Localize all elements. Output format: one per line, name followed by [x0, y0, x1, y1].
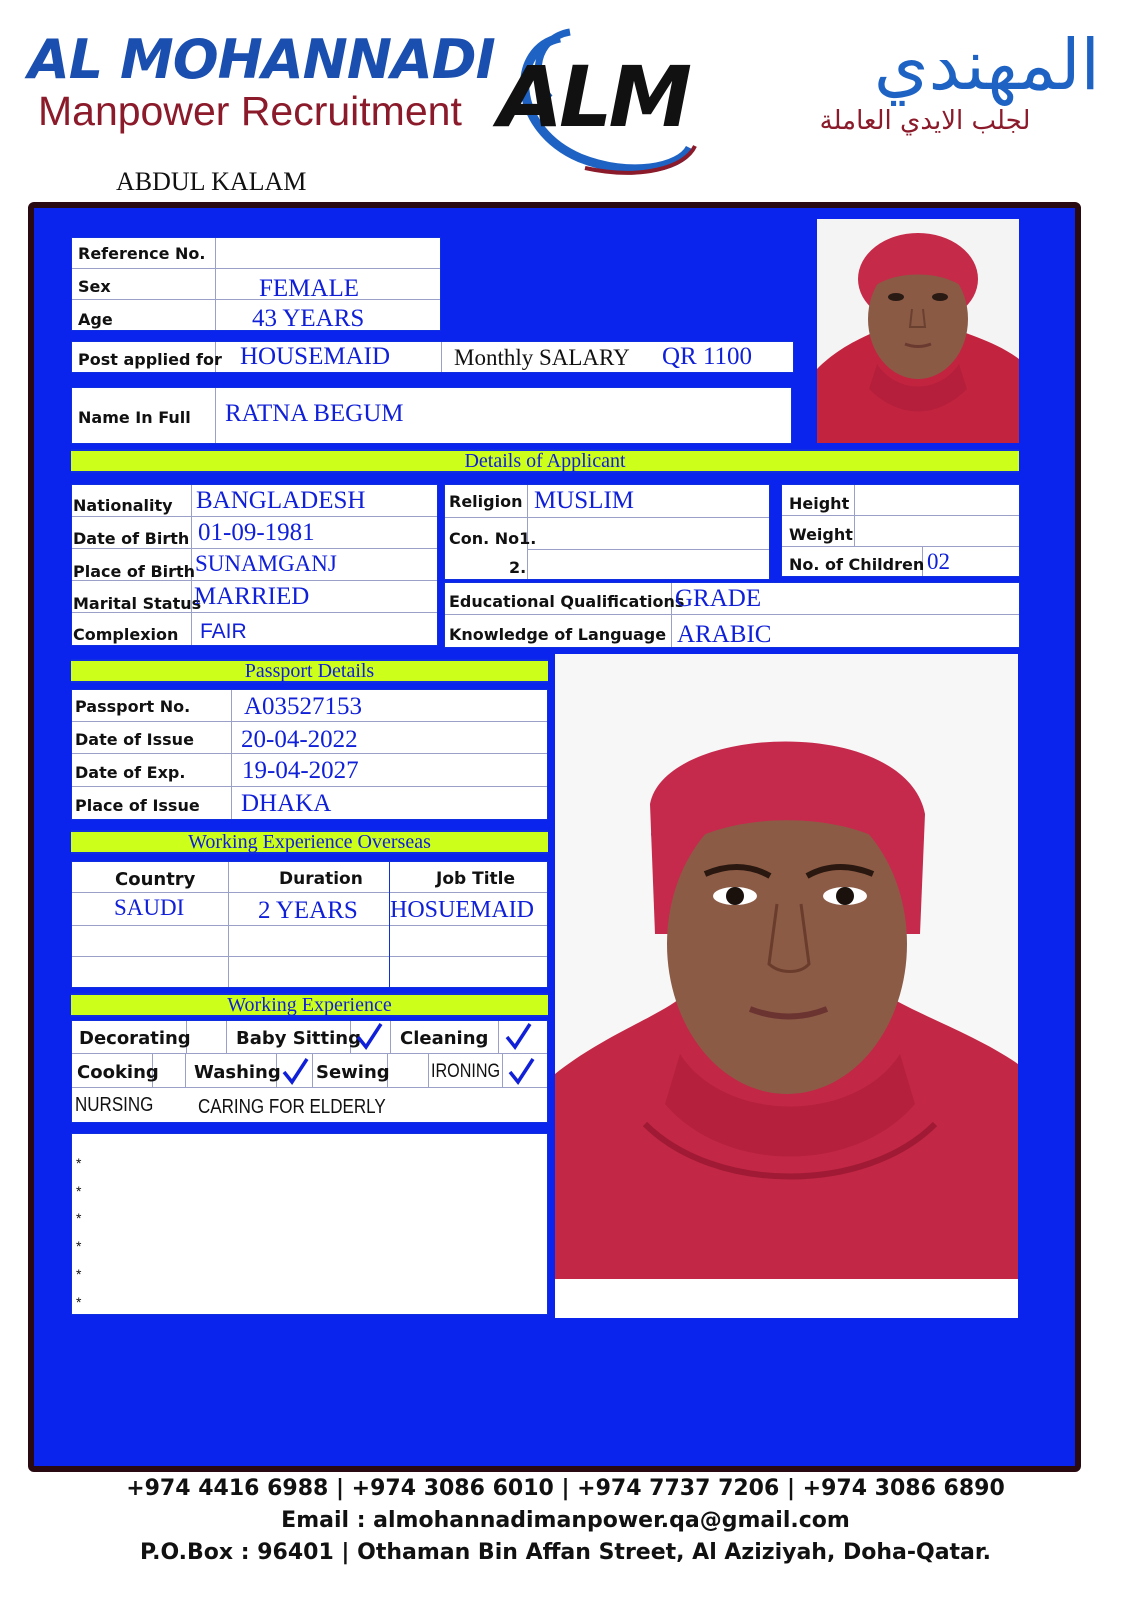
complexion-value: FAIR	[200, 620, 247, 643]
footer-email: Email : almohannadimanpower.qa@gmail.com	[281, 1508, 850, 1533]
education-value: GRADE	[675, 585, 762, 612]
issue-place-value: DHAKA	[241, 790, 332, 817]
salary-value: QR 1100	[662, 343, 753, 370]
job-title-header: Job Title	[436, 869, 515, 889]
footer-address: P.O.Box : 96401 | Othaman Bin Affan Street, Al Aziziyah, Doha-Qatar.	[140, 1540, 991, 1565]
applicant-photo-large	[555, 654, 1018, 1318]
overseas-title: Working Experience Overseas	[71, 830, 548, 854]
name-label: Name In Full	[78, 408, 191, 427]
details-title: Details of Applicant	[71, 449, 1019, 473]
marital-label: Marital Status	[73, 594, 202, 613]
overseas-country: SAUDI	[114, 895, 185, 920]
religion-label: Religion	[449, 492, 523, 511]
post-value: HOUSEMAID	[240, 343, 390, 370]
baby-sitting-label: Baby Sitting	[236, 1028, 361, 1049]
reference-label: Reference No.	[78, 244, 206, 263]
footer-phones: +974 4416 6988 | +974 3086 6010 | +974 7737 7206 | +974 3086 6890	[126, 1476, 1005, 1501]
remarks-box	[71, 1133, 548, 1315]
sewing-label: Sewing	[316, 1062, 390, 1083]
contact1-label: Con. No1.	[449, 529, 537, 548]
cleaning-label: Cleaning	[400, 1028, 489, 1049]
experience-title: Working Experience	[71, 993, 548, 1017]
contact2-label: 2.	[509, 558, 527, 577]
issue-date-label: Date of Issue	[75, 730, 194, 749]
post-label: Post applied for	[78, 350, 222, 369]
dob-value: 01-09-1981	[198, 519, 315, 546]
arabic-name: المهندي	[873, 24, 1100, 106]
arabic-tagline: لجلب الايدي العاملة	[819, 106, 1031, 136]
duration-header: Duration	[279, 869, 363, 889]
overseas-duration: 2 YEARS	[258, 897, 358, 924]
expiry-date-value: 19-04-2027	[242, 757, 359, 784]
pob-value: SUNAMGANJ	[195, 551, 337, 576]
washing-label: Washing	[194, 1062, 281, 1083]
country-header: Country	[115, 869, 196, 890]
nursing-label: NURSING	[75, 1094, 154, 1116]
expiry-date-label: Date of Exp.	[75, 763, 186, 782]
cooking-label: Cooking	[77, 1062, 159, 1083]
cleaning-check-icon	[503, 1021, 533, 1051]
remark-bullet: *	[76, 1210, 82, 1226]
education-label: Educational Qualifications	[449, 592, 685, 611]
issue-date-value: 20-04-2022	[241, 726, 358, 753]
caring-elderly-label: CARING FOR ELDERLY	[198, 1096, 386, 1118]
overseas-job: HOSUEMAID	[390, 897, 534, 923]
language-value: ARABIC	[677, 621, 772, 648]
religion-value: MUSLIM	[534, 487, 635, 514]
height-label: Height	[789, 494, 850, 513]
ironing-label: IRONING	[431, 1061, 501, 1082]
sex-label: Sex	[78, 277, 111, 296]
decorating-label: Decorating	[79, 1028, 191, 1049]
pob-label: Place of Birth	[73, 562, 196, 581]
weight-label: Weight	[789, 525, 853, 544]
passport-title: Passport Details	[71, 659, 548, 683]
remark-bullet: *	[76, 1155, 82, 1171]
dob-label: Date of Birth	[73, 529, 190, 548]
children-label: No. of Children	[789, 555, 925, 574]
complexion-label: Complexion	[73, 625, 179, 644]
remark-bullet: *	[76, 1183, 82, 1199]
children-value: 02	[927, 549, 950, 574]
remark-bullet: *	[76, 1266, 82, 1282]
passport-no-label: Passport No.	[75, 697, 191, 716]
age-value: 43 YEARS	[252, 305, 365, 332]
language-label: Knowledge of Language	[449, 625, 667, 644]
name-value: RATNA BEGUM	[225, 400, 404, 427]
sex-value: FEMALE	[259, 275, 359, 302]
ironing-check-icon	[506, 1056, 536, 1086]
issue-place-label: Place of Issue	[75, 796, 200, 815]
alm-monogram: ALM	[498, 48, 689, 146]
nationality-value: BANGLADESH	[196, 487, 366, 514]
brand-name: AL MOHANNADI	[28, 28, 495, 91]
applicant-photo-small	[817, 219, 1019, 443]
remark-bullet: *	[76, 1294, 82, 1310]
passport-no-value: A03527153	[244, 693, 363, 720]
washing-check-icon	[280, 1056, 310, 1086]
baby-sitting-check-icon	[354, 1021, 384, 1051]
brand-subtitle: Manpower Recruitment	[38, 88, 462, 134]
salary-label: Monthly SALARY	[454, 345, 630, 370]
agent-name: ABDUL KALAM	[116, 167, 307, 196]
remark-bullet: *	[76, 1238, 82, 1254]
nationality-label: Nationality	[73, 496, 173, 515]
age-label: Age	[78, 310, 113, 329]
marital-value: MARRIED	[194, 583, 310, 610]
